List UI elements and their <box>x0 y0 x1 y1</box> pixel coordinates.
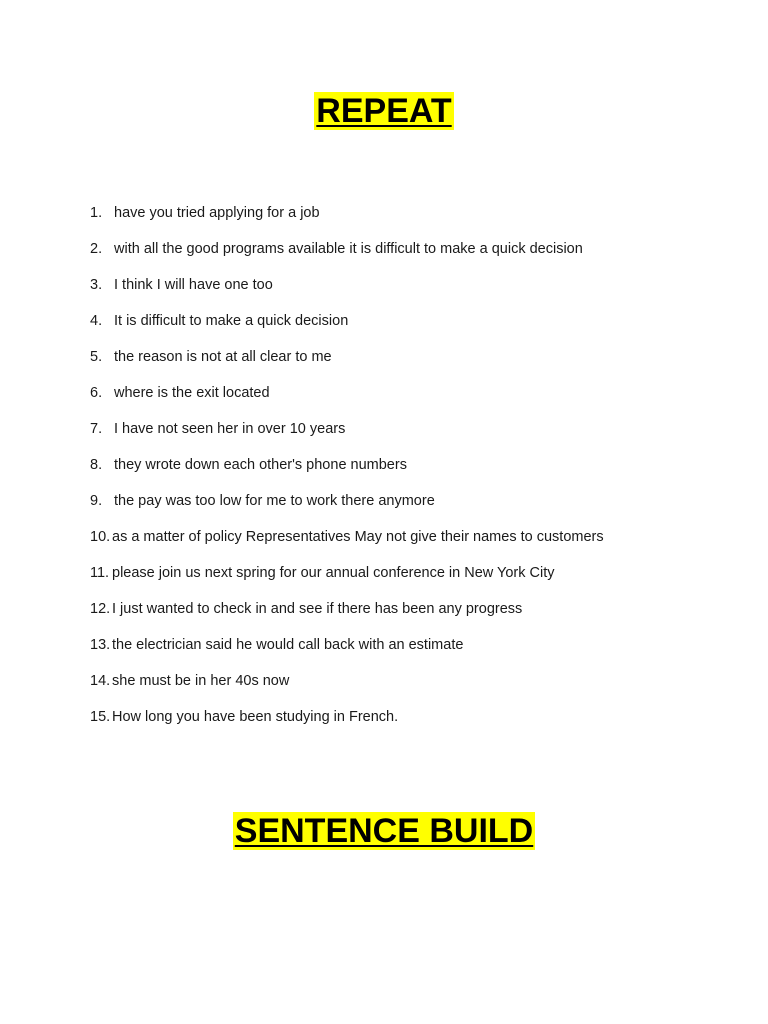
item-number: 7. <box>90 421 103 437</box>
item-text: I have not seen her in over 10 years <box>114 421 346 437</box>
item-number: 9. <box>90 493 103 509</box>
list-item <box>90 563 604 599</box>
item-number: 8. <box>90 457 103 473</box>
item-text: the reason is not at all clear to me <box>114 349 332 365</box>
repeat-sentence-list <box>90 203 604 743</box>
item-text: they wrote down each other's phone numbers <box>114 457 407 473</box>
item-number: 3. <box>90 277 103 293</box>
item-text: have you tried applying for a job <box>114 205 320 221</box>
list-item <box>90 311 604 347</box>
list-item <box>90 671 604 707</box>
item-text: please join us next spring for our annual conference in New York City <box>112 565 555 581</box>
item-number: 6. <box>90 385 103 401</box>
list-item <box>90 599 604 635</box>
list-item <box>90 347 604 383</box>
item-number: 4. <box>90 313 103 329</box>
list-item <box>90 491 604 527</box>
item-text: she must be in her 40s now <box>112 673 290 689</box>
item-text: It is difficult to make a quick decision <box>114 313 349 329</box>
list-item <box>90 203 604 239</box>
item-number: 14. <box>90 673 111 689</box>
item-text: as a matter of policy Representatives May not give their names to customers <box>112 529 604 545</box>
list-item <box>90 455 604 491</box>
list-item <box>90 707 604 743</box>
list-item <box>90 419 604 455</box>
sentence-build-heading-wrap <box>0 812 768 850</box>
item-text: I just wanted to check in and see if there has been any progress <box>112 601 523 617</box>
item-number: 11. <box>90 565 110 581</box>
item-text: the pay was too low for me to work there anymore <box>114 493 435 509</box>
item-number: 10. <box>90 529 111 545</box>
list-item <box>90 635 604 671</box>
item-text: the electrician said he would call back with an estimate <box>112 637 464 653</box>
item-text: I think I will have one too <box>114 277 273 293</box>
item-text: How long you have been studying in French. <box>112 709 399 725</box>
item-number: 15. <box>90 709 111 725</box>
repeat-heading-wrap <box>0 92 768 130</box>
list-item <box>90 527 604 563</box>
item-number: 13. <box>90 637 111 653</box>
item-text: where is the exit located <box>114 385 270 401</box>
item-text: with all the good programs available it is difficult to make a quick decision <box>114 241 583 257</box>
list-item <box>90 383 604 419</box>
item-number: 5. <box>90 349 103 365</box>
item-number: 12. <box>90 601 111 617</box>
sentence-build-heading: SENTENCE BUILD <box>234 812 534 850</box>
item-number: 2. <box>90 241 103 257</box>
repeat-heading: REPEAT <box>316 92 452 130</box>
list-item <box>90 275 604 311</box>
list-item <box>90 239 604 275</box>
item-number: 1. <box>90 205 103 221</box>
